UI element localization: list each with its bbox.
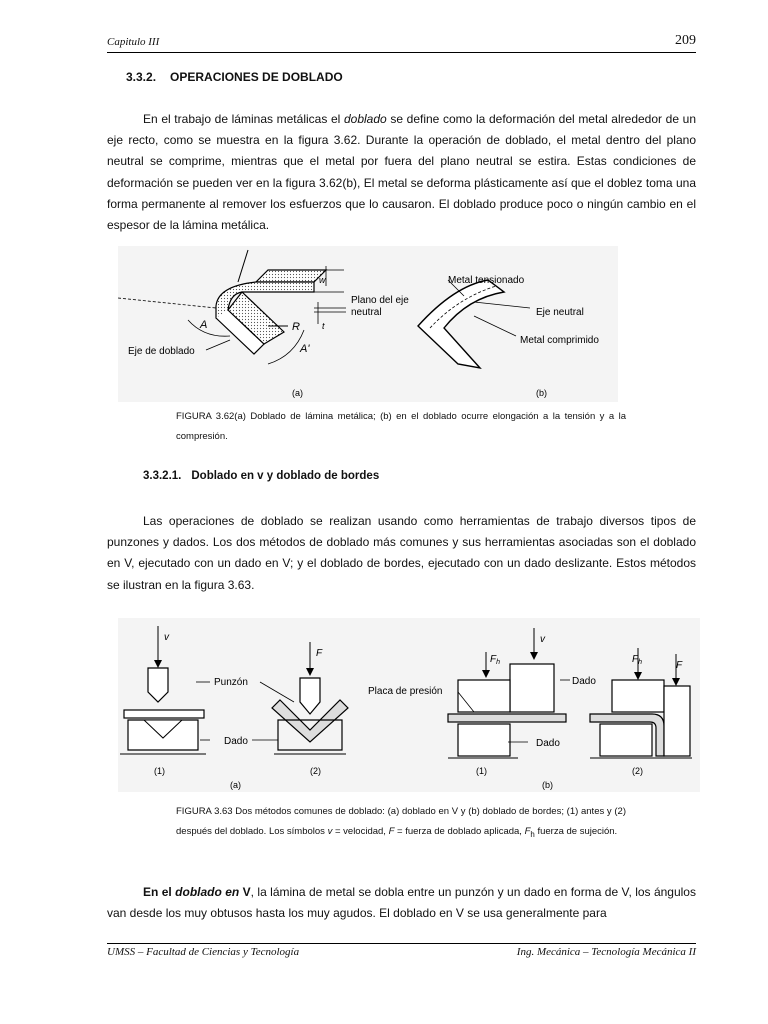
section-heading (126, 70, 357, 84)
bent-strip-drawing (418, 280, 530, 368)
para1-text-b: se define como la deformación del metal alrededor de un eje recto, como se muestra en la figura 3.62. Durante la operación de doblado, el metal dentro del plano neutral se comprime, mientras que el metal por fuera del plano neutral se estira. Estas condiciones de deformación se pueden ver en la figura 3.62(b), El metal se deforma plásticamente así que el doblez toma una forma permanente al remover los esfuerzos que lo causaron. El doblado produce poco o ningún cambio en el espesor de la lámina metálica. (107, 112, 696, 233)
label-fig363-b: (b) (542, 780, 553, 790)
cap363-v: v (327, 826, 333, 837)
figure-3-62-caption: FIGURA 3.62(a) Doblado de lámina metálica; (b) en el doblado ocurre elongación a la tensión y a la compresión. (176, 411, 626, 442)
label-b2: (2) (632, 766, 643, 776)
label-Fh-b2-F: F (632, 654, 639, 665)
label-A-prime: A' (300, 343, 310, 355)
label-w: w (319, 275, 326, 285)
figure-3-63 (118, 618, 700, 792)
label-b1: (1) (476, 766, 487, 776)
label-fig362-a: (a) (292, 388, 303, 398)
paragraph-v-bending (107, 882, 696, 924)
footer-left: UMSS – Facultad de Ciencias y Tecnología (107, 946, 300, 958)
para2-text: Las operaciones de doblado se realizan usando como herramientas de trabajo diversos tipos de punzones y dados. Los dos métodos de doblado más comunes y sus herramientas asociadas son el doblado en V, ejecutado con un dado en V; y el doblado de bordes, ejecutado con un dado deslizante. Estos métodos se ilustran en la figura 3.63. (107, 514, 696, 592)
para1-emphasis: doblado (343, 112, 387, 126)
label-Fh-b1 (490, 654, 500, 666)
section-number: 3.3.2. (126, 70, 157, 84)
label-dado-b-top: Dado (572, 676, 596, 687)
cap363-d: fuerza de sujeción. (534, 826, 618, 837)
figure-3-62-drawing (118, 246, 618, 402)
cap363-a: FIGURA 3.63 Dos métodos comunes de doblado: (a) doblado en V y (b) doblado de bordes; (1) antes y (2) después del doblado. Los símbolos (176, 806, 626, 837)
label-A: A (200, 319, 208, 331)
label-a1: (1) (154, 766, 165, 776)
figure-3-63-caption (176, 802, 626, 845)
label-F-a2: F (316, 648, 323, 659)
v-bending-before (120, 626, 206, 754)
label-neutral: neutral (351, 307, 382, 318)
v-bending-after (196, 642, 348, 754)
label-v-b1: v (540, 634, 545, 645)
paragraph-methods (107, 511, 696, 596)
label-a2: (2) (310, 766, 321, 776)
page-number: 209 (675, 33, 696, 48)
paragraph-intro (107, 109, 696, 236)
label-Fh-b1-h: h (496, 659, 501, 666)
para1-text-a: En el trabajo de láminas metálicas el (143, 112, 344, 126)
para3-bold-italic: doblado en (175, 885, 240, 899)
label-eje-neutral: Eje neutral (536, 307, 584, 318)
label-dado-a: Dado (224, 736, 248, 747)
cap363-F: F (388, 826, 395, 837)
label-dado-b-bottom: Dado (536, 738, 560, 749)
para3-bold-a: En el (143, 885, 176, 899)
label-metal-tensionado: Metal tensionado (448, 275, 525, 286)
section-title: OPERACIONES DE DOBLADO (170, 70, 343, 84)
cap363-h: h (530, 829, 535, 839)
label-Fh-b2-h: h (638, 659, 643, 666)
label-Fh-b2 (632, 654, 642, 666)
label-fig363-a: (a) (230, 780, 241, 790)
cap363-Fh: F (524, 826, 531, 837)
label-t: t (322, 321, 325, 331)
label-R: R (292, 321, 300, 333)
label-placa-presion: Placa de presión (368, 686, 443, 697)
footer-rule (107, 943, 696, 944)
label-F-b2: F (676, 660, 683, 671)
subsection-title: Doblado en v y doblado de bordes (191, 470, 380, 482)
running-header-chapter: Capitulo III (107, 36, 160, 48)
label-v-a1: v (164, 632, 169, 643)
para3-bold-b: V (239, 885, 251, 899)
subsection-number: 3.3.2.1. (143, 470, 182, 482)
label-plano-eje: Plano del eje (351, 295, 409, 306)
label-eje-doblado: Eje de doblado (128, 346, 195, 357)
label-punzon: Punzón (214, 677, 248, 688)
label-fig362-b: (b) (536, 388, 547, 398)
figure-3-63-drawing (118, 618, 700, 792)
label-Fh-b1-F: F (490, 654, 497, 665)
cap363-b: = velocidad, (332, 826, 389, 837)
footer-right: Ing. Mecánica – Tecnología Mecánica II (516, 946, 696, 958)
subsection-heading (143, 470, 389, 482)
label-metal-comprimido: Metal comprimido (520, 335, 599, 346)
figure-3-62 (118, 246, 618, 402)
para3-text: , la lámina de metal se dobla entre un punzón y un dado en forma de V, los ángulos van desde los muy obtusos hasta los muy agudos. El doblado en V se usa generalmente para (107, 885, 696, 921)
cap363-c: = fuerza de doblado aplicada, (394, 826, 525, 837)
header-rule (107, 52, 696, 53)
